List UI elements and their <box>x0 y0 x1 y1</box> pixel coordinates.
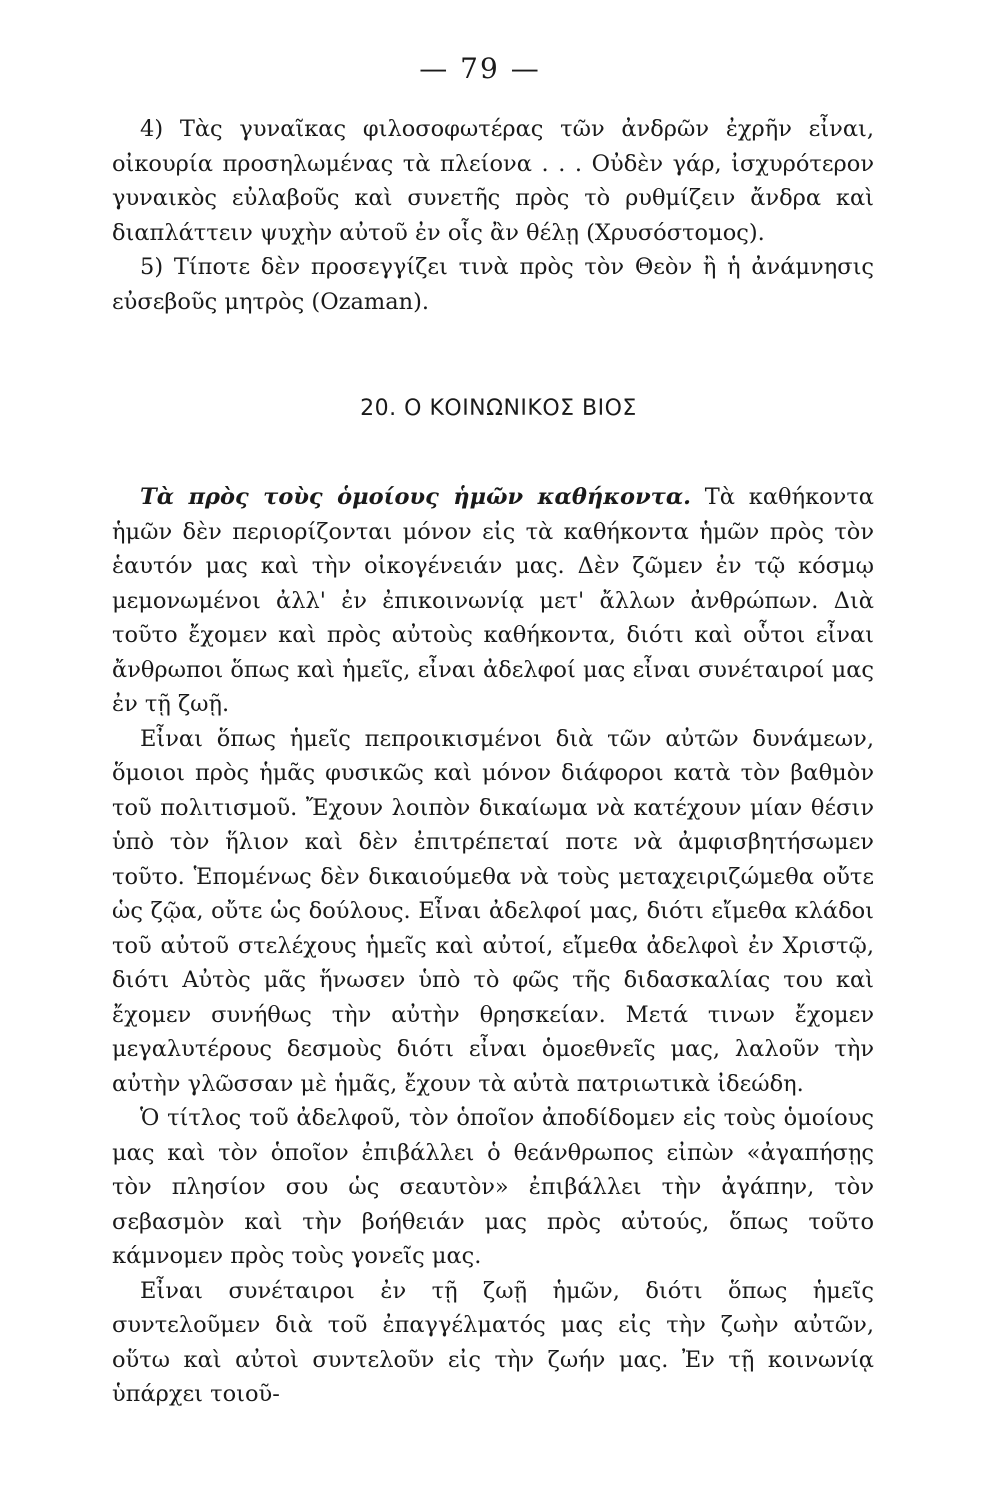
page-number: — 79 — <box>419 52 541 85</box>
paragraph-3: Ὁ τίτλος τοῦ ἀδελφοῦ, τὸν ὁποῖον ἀποδίδομεν εἰς τοὺς ὁμοίους μας καὶ τὸν ὁποῖον ἐπιβάλλει ὁ θεάνθρωπος εἰπὼν «ἀγαπήσῃς τὸν πλησίον σου ὡς σεαυτὸν» ἐπιβάλλει τὴν ἀγάπην, τὸν σεβασμὸν καὶ τὴν βοήθειάν μας πρὸς αὐτούς, ὅπως τοῦτο κάμνομεν πρὸς τοὺς γονεῖς μας. <box>112 1105 874 1269</box>
paragraph-1-text: Τὰ καθήκοντα ἡμῶν δὲν περιορίζονται μόνον εἰς τὰ καθήκοντα ἡμῶν πρὸς τὸν ἑαυτόν μας καὶ τὴν οἰκογένειάν μας. Δὲν ζῶμεν ἐν τῷ κόσμῳ μεμονωμένοι ἀλλ' ἐν ἐπικοινωνίᾳ μετ' ἄλλων ἀνθρώπων. Διὰ τοῦτο ἔχομεν καὶ πρὸς αὐτοὺς καθήκοντα, διότι καὶ οὗτοι εἶναι ἄνθρωποι ὅπως καὶ ἡμεῖς, εἶναι ἀδελφοί μας εἶναι συνέταιροί μας ἐν τῇ ζωῇ. <box>112 484 874 717</box>
quote-5: 5) Τίποτε δὲν προσεγγίζει τινὰ πρὸς τὸν Θεὸν ἢ ἡ ἀνάμνησις εὐσεβοῦς μητρὸς (Ozaman). <box>112 254 874 315</box>
intro-quotes <box>112 112 874 319</box>
section-heading: 20. Ο ΚΟΙΝΩΝΙΚΟΣ ΒΙΟΣ <box>360 396 637 421</box>
paragraph-2: Εἶναι ὅπως ἡμεῖς πεπροικισμένοι διὰ τῶν αὐτῶν δυνάμεων, ὅμοιοι πρὸς ἡμᾶς φυσικῶς καὶ μόνον διάφοροι κατὰ τὸν βαθμὸν τοῦ πολιτισμοῦ. Ἔχουν λοιπὸν δικαίωμα νὰ κατέχουν μίαν θέσιν ὑπὸ τὸν ἥλιον καὶ δὲν ἐπιτρέπεταί ποτε νὰ ἀμφισβητήσωμεν τοῦτο. Ἑπομένως δὲν δικαιούμεθα νὰ τοὺς μεταχειριζώμεθα οὔτε ὡς ζῷα, οὔτε ὡς δούλους. Εἶναι ἀδελφοί μας, διότι εἴμεθα κλάδοι τοῦ αὐτοῦ στελέχους ἡμεῖς καὶ αὐτοί, εἴμεθα ἀδελφοὶ ἐν Χριστῷ, διότι Αὐτὸς μᾶς ἥνωσεν ὑπὸ τὸ φῶς τῆς διδασκαλίας του καὶ ἔχομεν συνήθως τὴν αὐτὴν θρησκείαν. Μετά τινων ἔχομεν μεγαλυτέρους δεσμοὺς διότι εἶναι ὁμοεθνεῖς μας, λαλοῦν τὴν αὐτὴν γλῶσσαν μὲ ἡμᾶς, ἔχουν τὰ αὐτὰ πατριωτικὰ ἰδεώδη. <box>112 725 874 1097</box>
paragraph-4: Εἶναι συνέταιροι ἐν τῇ ζωῇ ἡμῶν, διότι ὅπως ἡμεῖς συντελοῦμεν διὰ τοῦ ἐπαγγέλματός μας εἰς τὴν ζωὴν αὐτῶν, οὕτω καὶ αὐτοὶ συντελοῦν εἰς τὴν ζωήν μας. Ἐν τῇ κοινωνίᾳ ὑπάρχει τοιοῦ- <box>112 1277 874 1407</box>
paragraph-lead: Τὰ πρὸς τοὺς ὁμοίους ἡμῶν καθήκοντα. <box>140 484 691 510</box>
section-body <box>112 480 874 1412</box>
paragraph-1 <box>112 480 874 722</box>
quote-4: 4) Τὰς γυναῖκας φιλοσοφωτέρας τῶν ἀνδρῶν ἐχρῆν εἶναι, οἰκουρία προσηλωμένας τὰ πλείονα . . . Οὐδὲν γάρ, ἰσχυρότερον γυναικὸς εὐλαβοῦς καὶ συνετῆς πρὸς τὸ ρυθμίζειν ἄνδρα καὶ διαπλάττειν ψυχὴν αὐτοῦ ἐν οἷς ἂν θέλῃ (Χρυσόστομος). <box>112 116 874 246</box>
